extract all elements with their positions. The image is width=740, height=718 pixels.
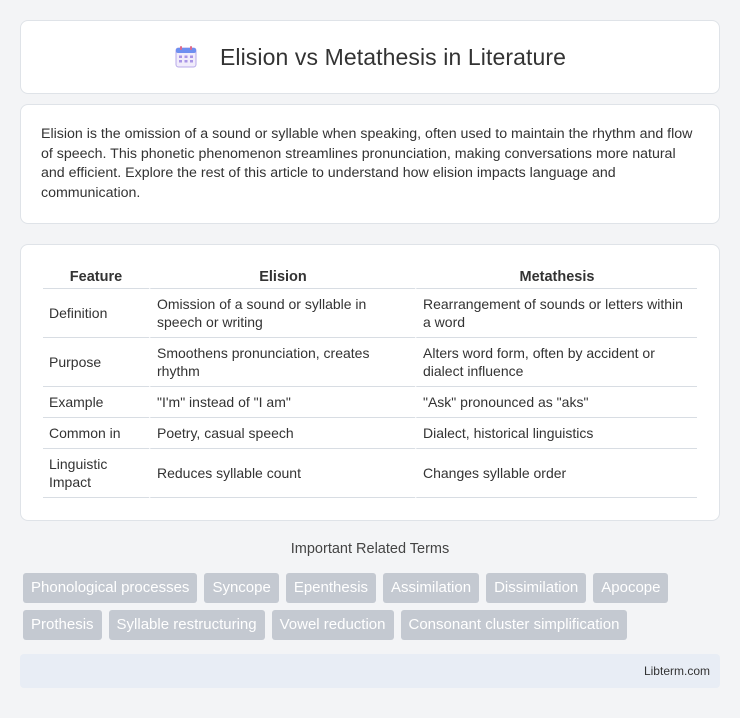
comparison-table — [43, 265, 697, 498]
table-cell: Common in — [43, 418, 149, 449]
table-row — [43, 289, 697, 338]
tag-vowel-reduction[interactable]: Vowel reduction — [272, 610, 394, 640]
tag-assimilation[interactable]: Assimilation — [383, 573, 479, 603]
intro-card — [20, 104, 720, 224]
table-cell: "Ask" pronounced as "aks" — [415, 387, 697, 418]
table-cell: Reduces syllable count — [149, 449, 415, 498]
header-elision: Elision — [149, 265, 415, 289]
table-cell: Example — [43, 387, 149, 418]
calendar-icon — [174, 45, 198, 69]
tag-phonological-processes[interactable]: Phonological processes — [23, 573, 197, 603]
table-cell: Purpose — [43, 338, 149, 387]
related-tags — [23, 573, 723, 647]
table-cell: Poetry, casual speech — [149, 418, 415, 449]
header-feature: Feature — [43, 265, 149, 289]
tag-apocope[interactable]: Apocope — [593, 573, 668, 603]
table-cell: Dialect, historical linguistics — [415, 418, 697, 449]
header-card — [20, 20, 720, 94]
page-title: Elision vs Metathesis in Literature — [219, 43, 567, 70]
tag-consonant-cluster-simplification[interactable]: Consonant cluster simplification — [401, 610, 628, 640]
table-cell: Omission of a sound or syllable in speech or writing — [149, 289, 415, 338]
table-cell: Smoothens pronunciation, creates rhythm — [149, 338, 415, 387]
header-metathesis: Metathesis — [415, 265, 697, 289]
table-row — [43, 449, 697, 498]
tag-prothesis[interactable]: Prothesis — [23, 610, 102, 640]
table-header-row — [43, 265, 697, 289]
tag-syncope[interactable]: Syncope — [204, 573, 278, 603]
table-row — [43, 387, 697, 418]
table-cell: Definition — [43, 289, 149, 338]
table-cell: "I'm" instead of "I am" — [149, 387, 415, 418]
tag-syllable-restructuring[interactable]: Syllable restructuring — [109, 610, 265, 640]
related-terms-title: Important Related Terms — [290, 541, 450, 557]
table-row — [43, 418, 697, 449]
comparison-card — [20, 244, 720, 521]
tag-dissimilation[interactable]: Dissimilation — [486, 573, 586, 603]
tag-epenthesis[interactable]: Epenthesis — [286, 573, 376, 603]
table-cell: Linguistic Impact — [43, 449, 149, 498]
table-cell: Changes syllable order — [415, 449, 697, 498]
footer — [20, 654, 720, 688]
table-row — [43, 338, 697, 387]
intro-text: Elision is the omission of a sound or syllable when speaking, often used to maintain the rhythm and flow of speech. This phonetic phenomenon streamlines pronunciation, making conversations more natural and efficient. Explore the rest of this article to understand how elision impacts language and communication. — [41, 126, 693, 201]
table-cell: Rearrangement of sounds or letters within a word — [415, 289, 697, 338]
footer-site-link[interactable]: Libterm.com — [643, 664, 710, 678]
table-cell: Alters word form, often by accident or dialect influence — [415, 338, 697, 387]
